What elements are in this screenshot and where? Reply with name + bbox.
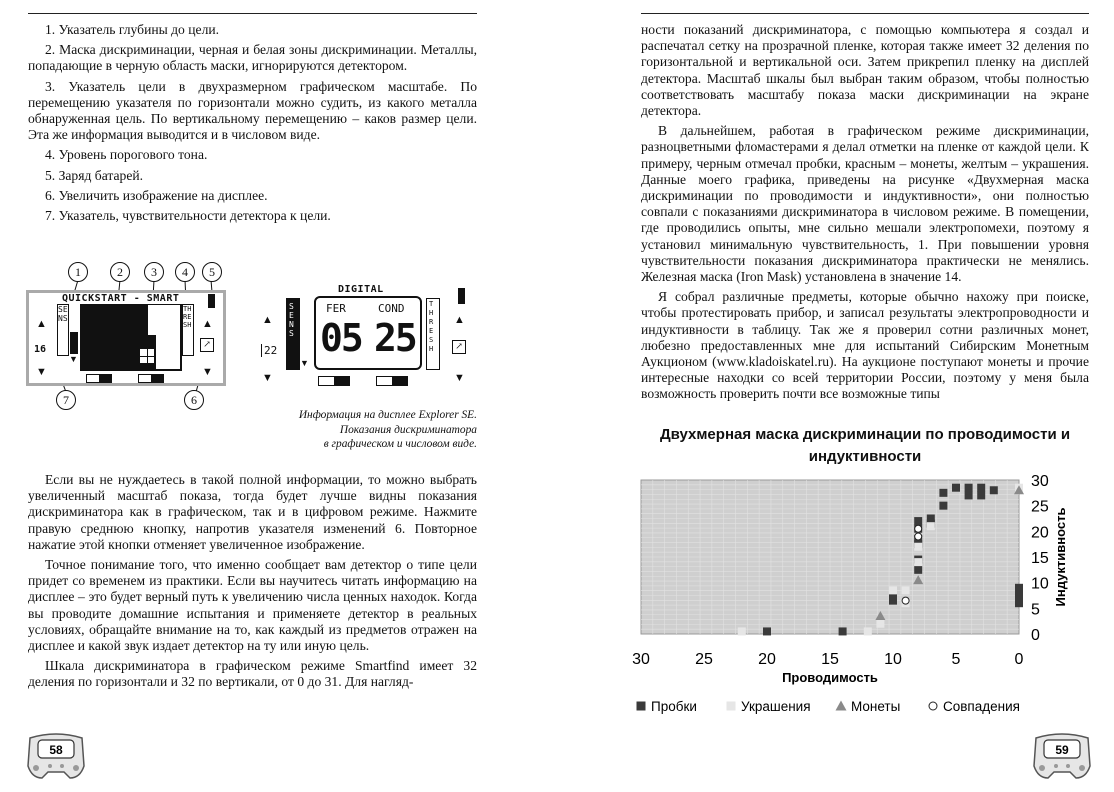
sens-label: SENS [289, 302, 294, 338]
depth-value: 16 [34, 344, 47, 355]
callout-2: 2 [110, 262, 130, 282]
depth-value: 22 [261, 344, 277, 357]
x-tick-label: 20 [758, 651, 776, 668]
callout-6: 6 [184, 390, 204, 410]
callout-5: 5 [202, 262, 222, 282]
legend-label: Украшения [741, 699, 811, 714]
display-title: QUICKSTART - SMART [62, 293, 180, 304]
tone-toggle [376, 376, 408, 386]
body-text [28, 472, 477, 695]
data-point [965, 491, 973, 499]
caption-line: в графическом и числовом виде. [323, 438, 477, 451]
y-tick-label: 30 [1031, 473, 1049, 490]
mask-white-zone [156, 305, 180, 369]
list-item: 7. Указатель, чувствительности детектора к цели. [45, 208, 331, 224]
data-point [914, 543, 922, 551]
page-number-badge [1030, 732, 1094, 782]
arrow-down-icon: ▼ [202, 366, 213, 378]
arrow-up-icon: ▲ [202, 318, 213, 330]
legend-label: Пробки [651, 699, 697, 714]
data-point [1015, 584, 1023, 592]
data-point [864, 627, 872, 635]
fer-label: FER [326, 302, 346, 315]
list-item: 1. Указатель глубины до цели. [45, 22, 220, 37]
list-item: 5. Заряд батарей. [45, 167, 144, 183]
tone-toggle [86, 374, 112, 383]
y-tick-label: 5 [1031, 601, 1040, 619]
paragraph: ности показаний дискриминатора, с помощью компьютера я создал и распечатал сетку на прозрачной пленке, которая также имеет 32 деления по горизонтальной и вертикальной оси. Затем прикрепил пленку на дисплей детектора. Масштаб шкалы был выбран таким образом, чтобы полностью соответствовать масштабу показа маски дискриминации на экране детектора. [641, 22, 1089, 119]
legend [637, 699, 1020, 714]
data-point [990, 486, 998, 494]
arrow-down-icon: ▼ [36, 366, 47, 378]
body-text [641, 22, 1089, 407]
data-point [914, 558, 922, 566]
arrow-up-icon: ▲ [36, 318, 47, 330]
cond-label: COND [378, 302, 405, 315]
data-point [914, 517, 922, 525]
discrimination-chart [627, 472, 1097, 732]
callout-4: 4 [175, 262, 195, 282]
y-axis-label: Индуктивность [1053, 507, 1068, 607]
legend-marker [637, 702, 646, 711]
data-point [914, 566, 922, 574]
sens-label: SENS [58, 305, 68, 323]
callout-1: 1 [68, 262, 88, 282]
data-point [839, 627, 847, 635]
data-point [927, 515, 935, 523]
battery-icon [208, 294, 215, 308]
legend-marker [836, 701, 847, 711]
legend-label: Монеты [851, 699, 901, 714]
data-point [902, 597, 909, 604]
y-tick-label: 15 [1031, 550, 1049, 567]
data-point [915, 525, 922, 532]
arrow-down-icon: ▼ [454, 372, 465, 384]
data-point [763, 627, 771, 635]
y-tick-label: 20 [1031, 524, 1049, 542]
legend-label: Совпадения [943, 699, 1020, 714]
zoom-icon: ↗ [200, 338, 214, 352]
tone-toggle [318, 376, 350, 386]
y-tick-label: 10 [1031, 575, 1049, 593]
x-axis-label: Проводимость [782, 670, 878, 685]
sens-pointer-icon: ▼ [300, 358, 309, 368]
zoom-icon: ↗ [452, 340, 466, 354]
paragraph: В дальнейшем, работая в графическом режиме дискриминации, разноцветными фломастерами я делал отметки на пленке от каждой цели. К примеру, черным отмечал пробки, красным – монеты, желтым – украшения. Данные моего графика, приведены на рисунке «Двухмерная маска дискриминации по проводимости и индуктивности», они полностью совпали с показаниями дискриминатора в числовом режиме. В помещении, где проводились опыты, мне сильно мешали электропомехи, поэтому я установил минимальную чувствительность, 1. При повышении уровня чувствительности показания дискриминатора практически не менялись. Железная маска (Iron Mask) установлена в значение 14. [641, 123, 1089, 285]
x-tick-label: 25 [695, 651, 713, 668]
x-tick-label: 0 [1014, 651, 1024, 668]
data-point [902, 586, 910, 594]
data-point [977, 491, 985, 499]
paragraph: Шкала дискриминатора в графическом режиме Smartfind имеет 32 деления по горизонтали и 32 по вертикали, от 0 до 31. Для нагляд- [28, 658, 477, 690]
figure-caption [247, 408, 477, 452]
display-graphic-figure [26, 262, 236, 412]
cond-value: 25 [374, 316, 416, 360]
paragraph: Если вы не нуждаетесь в такой полной информации, то можно выбрать увеличенный масштаб показа, тогда будет лучше видны показания дискриминатора как в графическом, так и в цифровом режиме. Нажмите правую среднюю кнопку, напротив указателя изменений 6. Повторное нажатие этой кнопки отменяет увеличенное изображение. [28, 472, 477, 552]
y-axis-ticks [1031, 473, 1049, 644]
paragraph: Точное понимание того, что именно сообщает вам детектор о типе цели придет со временем из практики. Если вы научитесь читать информацию на дисплее – это будет верный путь к увеличению числа ценных находок. Когда вы проводите домашние испытания и применяете детектор в реальных условиях, обращайте внимание на то, как каждый из предметов отражен на дисплее и какой звук издает детектор на ту или иную цель. [28, 557, 477, 654]
callout-7: 7 [56, 390, 76, 410]
list-item: 6. Увеличить изображение на дисплее. [45, 187, 268, 203]
data-point [965, 484, 973, 492]
x-tick-label: 5 [951, 651, 961, 668]
sens-bar-fill [70, 332, 78, 354]
right-page [557, 0, 1114, 792]
data-point [939, 502, 947, 510]
y-tick-label: 25 [1031, 498, 1049, 516]
battery-icon [458, 288, 465, 304]
tone-toggle [138, 374, 164, 383]
data-point [952, 484, 960, 492]
paragraph: Я собрал различные предметы, которые обычно нахожу при поиске, чтобы протестировать прибор, и записал результаты электропроводности и индуктивности в таблицу. Так же я проверил сотни различных монет, любезно предоставленных мне для испытаний Сибирским Монетным Аукционом (www.kladoiskatel.ru). На аукционе поступают монеты и прочие интересные находки со всей территории России, поэтому у меня была возможность проверить почти все возможные типы [641, 289, 1089, 402]
data-point [939, 489, 947, 497]
thresh-label: THRESH [183, 305, 192, 329]
arrow-down-icon: ▼ [262, 372, 273, 384]
page-number: 59 [1055, 743, 1069, 757]
sens-pointer-icon: ▼ [69, 354, 78, 364]
list-item: 4. Уровень порогового тона. [45, 147, 208, 163]
callout-3: 3 [144, 262, 164, 282]
list-item: 3. Указатель цели в двухразмерном графическом масштабе. По перемещению указателя по горизонтали можно судить, из какого металла обнаруженная цель. По вертикальному перемещению – каков размер цели. Эта же информация выводится и в числовом виде. [28, 78, 477, 143]
legend-marker [929, 702, 937, 710]
caption-line: Информация на дисплее Explorer SE. [298, 409, 477, 421]
chart-title: Двухмерная маска дискриминации по проводимости и индуктивности [659, 426, 1071, 465]
x-tick-label: 15 [821, 651, 839, 668]
x-tick-label: 30 [632, 651, 650, 668]
arrow-up-icon: ▲ [262, 314, 273, 326]
digital-title: DIGITAL [338, 284, 384, 295]
x-tick-label: 10 [884, 651, 902, 668]
y-tick-label: 0 [1031, 627, 1040, 644]
target-cursor-icon [139, 348, 155, 364]
data-point [738, 627, 746, 635]
display-digital-figure [258, 284, 478, 394]
data-point [889, 586, 897, 594]
data-point [915, 533, 922, 540]
x-axis-ticks [632, 651, 1023, 668]
data-point [977, 484, 985, 492]
fer-value: 05 [320, 316, 362, 360]
data-point [876, 620, 884, 628]
caption-line: Показания дискриминатора [339, 423, 477, 436]
page-number: 58 [49, 743, 63, 757]
thresh-label: THRESH [429, 300, 434, 353]
header-rule [641, 13, 1089, 14]
legend-marker [727, 702, 736, 711]
page-number-badge [24, 732, 88, 782]
arrow-up-icon: ▲ [454, 314, 465, 326]
data-point [927, 522, 935, 530]
feature-list [28, 22, 477, 228]
list-item: 2. Маска дискриминации, черная и белая зоны дискриминации. Металлы, попадающие в черную область маски, игнорируются детектором. [28, 42, 477, 74]
header-rule [28, 13, 477, 14]
